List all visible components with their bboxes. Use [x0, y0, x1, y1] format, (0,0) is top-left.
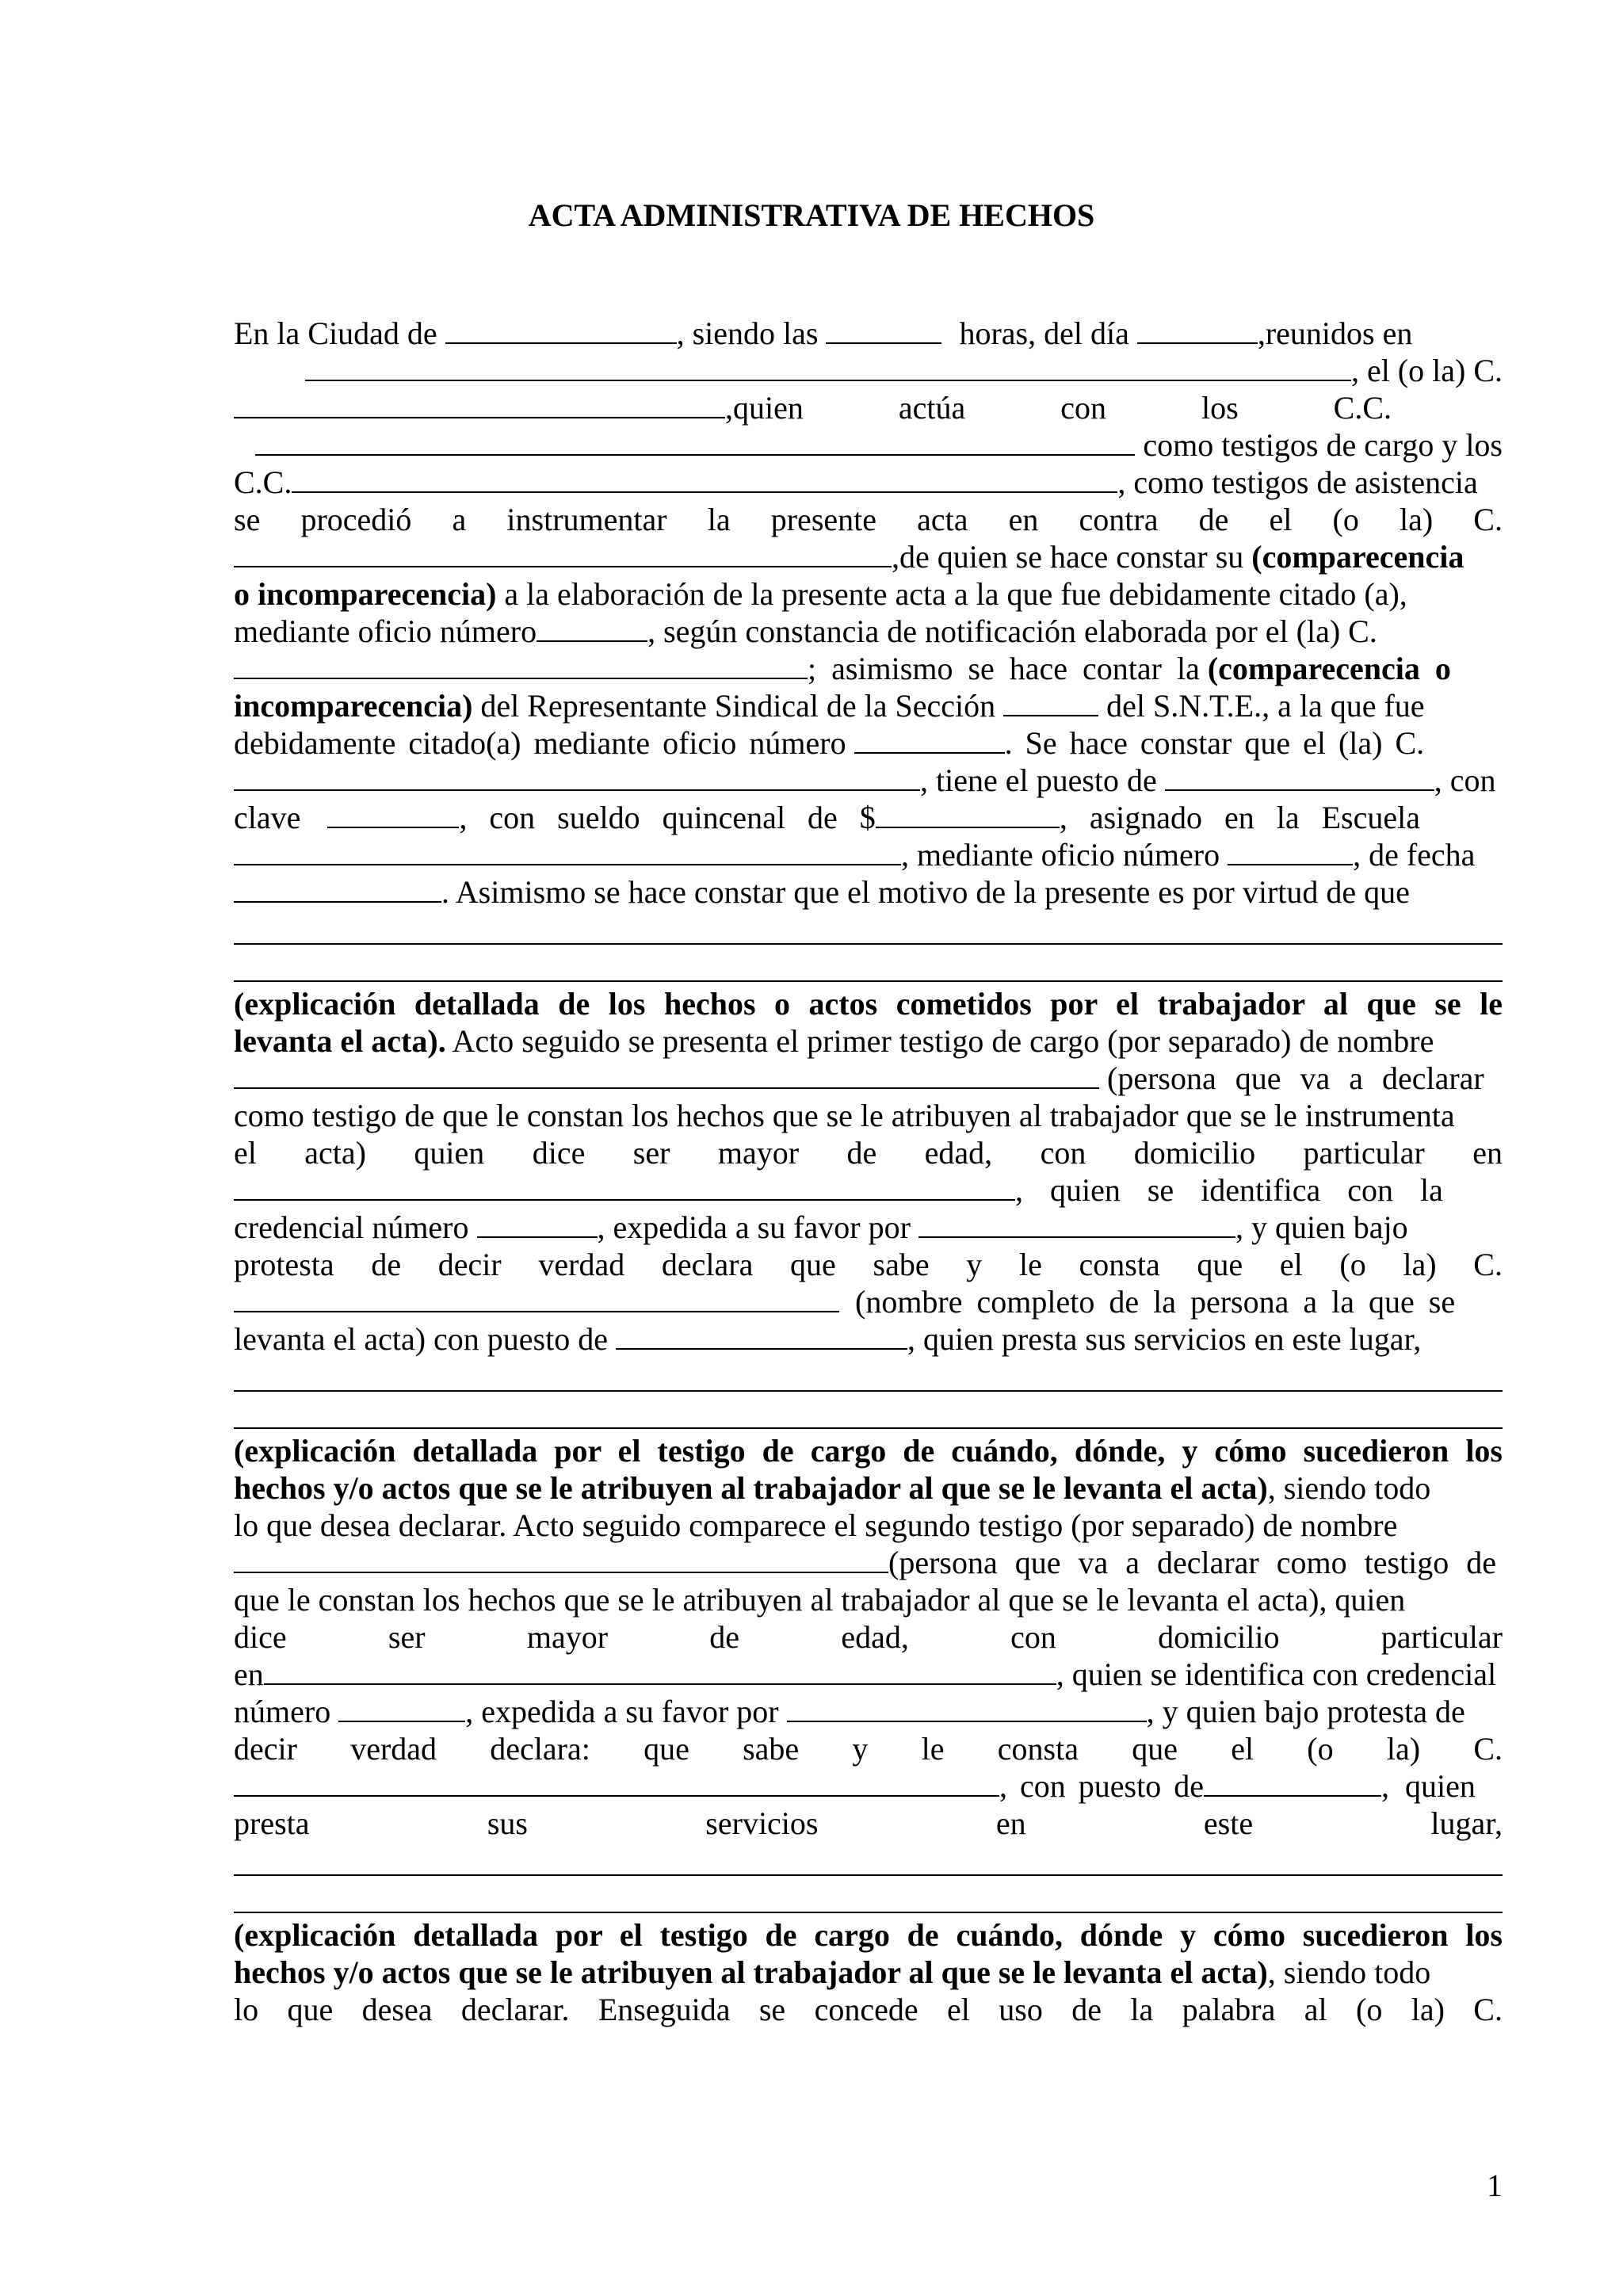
- text: , quien se identifica con la: [1015, 1172, 1443, 1208]
- text: , quien se identifica con credencial: [1056, 1656, 1497, 1692]
- text: ,reunidos en: [1257, 315, 1413, 351]
- text: del Representante Sindical de la Sección: [480, 688, 996, 724]
- text: , quien: [1381, 1768, 1476, 1804]
- text-line: [234, 352, 1503, 389]
- blank-line: [234, 1912, 1503, 1913]
- text: clave: [234, 800, 301, 835]
- blank-field: [1204, 1771, 1381, 1797]
- text-line: [234, 650, 1503, 687]
- blank-field: [234, 1548, 888, 1573]
- text-line: [234, 1954, 1503, 1991]
- text-line: [234, 1432, 1503, 1469]
- text: ,quien actúa con los C.C.: [725, 390, 1392, 426]
- bold-text: (explicación detallada por el testigo de cargo de cuándo, dónde, y cómo sucedieron los: [234, 1433, 1503, 1469]
- blank-line: [234, 1874, 1503, 1876]
- text: , y quien bajo: [1235, 1209, 1408, 1245]
- blank-field: [234, 766, 920, 791]
- text: , según constancia de notificación elaborada por el (la) C.: [647, 613, 1377, 649]
- text-line: [234, 873, 1503, 911]
- bold-text: hechos y/o actos que se le atribuyen al trabajador al que se le levanta el acta): [234, 1470, 1268, 1506]
- text: del S.N.T.E., a la que fue: [1106, 688, 1425, 724]
- blank-field: [616, 1324, 907, 1350]
- text: , expedida a su favor por: [465, 1694, 779, 1729]
- text: credencial número: [234, 1209, 469, 1245]
- text: (nombre completo de la persona a la que se: [855, 1284, 1456, 1320]
- text-line: [234, 1618, 1503, 1656]
- blank-field: [445, 319, 677, 344]
- text-line: [234, 575, 1503, 613]
- text: , con puesto de: [999, 1768, 1204, 1804]
- text-line: [234, 799, 1503, 836]
- blank-field: [234, 1064, 1099, 1089]
- blank-line: [234, 1390, 1503, 1392]
- text: ,de quien se hace constar su: [892, 539, 1244, 575]
- text: el acta) quien dice ser mayor de edad, con domicilio particular en: [234, 1135, 1503, 1171]
- text: En la Ciudad de: [234, 315, 437, 351]
- text-line: [234, 315, 1503, 352]
- blank-field: [854, 728, 1005, 754]
- text-line: [234, 1022, 1503, 1060]
- text-line: [234, 836, 1503, 873]
- bold-text: (comparecencia: [1251, 539, 1465, 575]
- text: lo que desea declarar. Enseguida se concede el uso de la palabra al (o la) C.: [234, 1992, 1503, 2027]
- text: a la elaboración de la presente acta a la que fue debidamente citado (a),: [504, 576, 1407, 612]
- text-line: [234, 1767, 1503, 1805]
- blank-field: [787, 1697, 1147, 1722]
- text: , siendo todo: [1267, 1470, 1431, 1506]
- blank-line: [234, 943, 1503, 945]
- text: (persona que va a declarar como testigo de: [888, 1545, 1497, 1580]
- blank-field: [234, 393, 725, 418]
- text: , tiene el puesto de: [920, 762, 1157, 798]
- bold-text: (comparecencia o: [1207, 651, 1451, 686]
- blank-field: [264, 1660, 1056, 1685]
- text-line: [234, 613, 1503, 650]
- text: protesta de decir verdad declara que sabe y le consta que el (o la) C.: [234, 1247, 1503, 1282]
- bold-text: (explicación detallada de los hechos o actos cometidos por el trabajador al que se le: [234, 986, 1503, 1022]
- text: , de fecha: [1353, 837, 1476, 873]
- blank-field: [234, 877, 441, 903]
- text: , quien presta sus servicios en este lugar,: [907, 1321, 1422, 1357]
- text-line: [234, 1246, 1503, 1283]
- bold-text: levanta el acta).: [234, 1023, 446, 1059]
- text: que le constan los hechos que se le atribuyen al trabajador al que se le levanta el acta), quien: [234, 1582, 1406, 1618]
- text-line: [234, 762, 1503, 799]
- bold-text: hechos y/o actos que se le atribuyen al trabajador al que se le levanta el acta): [234, 1954, 1268, 1990]
- blank-field: [537, 617, 647, 642]
- blank-field: [255, 430, 1135, 456]
- text-line: [234, 1916, 1503, 1954]
- text-line: [234, 985, 1503, 1022]
- text-line: [234, 724, 1503, 762]
- text-line: [234, 1283, 1503, 1320]
- blank-line: [234, 980, 1503, 982]
- text: ; asimismo se hace contar la: [808, 651, 1200, 686]
- text-line: [234, 1097, 1503, 1134]
- text: Acto seguido se presenta el primer testigo de cargo (por separado) de nombre: [452, 1023, 1434, 1059]
- bold-text: o incomparecencia): [234, 576, 497, 612]
- blank-field: [234, 654, 808, 679]
- bold-text: (explicación detallada por el testigo de cargo de cuándo, dónde y cómo sucedieron los: [234, 1917, 1503, 1953]
- blank-field: [876, 803, 1060, 828]
- text-line: [234, 1134, 1503, 1171]
- text: como testigos de cargo y los: [1143, 427, 1503, 463]
- text-line: [234, 1991, 1503, 2028]
- text: como testigo de que le constan los hechos que se le atribuyen al trabajador que se le instrumenta: [234, 1098, 1455, 1133]
- blank-field: [1165, 766, 1434, 791]
- text: dice ser mayor de edad, con domicilio particular: [234, 1619, 1503, 1655]
- blank-field: [234, 542, 892, 567]
- text: se procedió a instrumentar la presente acta en contra de el (o la) C.: [234, 502, 1503, 537]
- text-line: [234, 1507, 1503, 1544]
- text: , siendo todo: [1267, 1954, 1431, 1990]
- text-line: [234, 1060, 1503, 1097]
- document-title: ACTA ADMINISTRATIVA DE HECHOS: [528, 197, 1095, 233]
- text-line: [234, 1656, 1503, 1693]
- text: en: [234, 1656, 264, 1692]
- blank-field: [1137, 319, 1258, 344]
- text: , asignado en la Escuela: [1059, 800, 1420, 835]
- bold-text: incomparecencia): [234, 688, 473, 724]
- blank-field: [292, 468, 1117, 493]
- text-line: [234, 1320, 1503, 1358]
- text-line: [234, 426, 1503, 464]
- text-line: [234, 538, 1503, 575]
- blank-field: [1003, 691, 1098, 716]
- blank-field: [234, 840, 901, 865]
- text: , con sueldo quincenal de $: [459, 800, 876, 835]
- text: número: [234, 1694, 331, 1729]
- text: presta sus servicios en este lugar,: [234, 1805, 1503, 1841]
- text: C.C.: [234, 464, 292, 500]
- text-line: [234, 1581, 1503, 1618]
- text: , como testigos de asistencia: [1117, 464, 1478, 500]
- text: , con: [1434, 762, 1496, 798]
- text: lo que desea declarar. Acto seguido comparece el segundo testigo (por separado) de nombre: [234, 1507, 1398, 1543]
- text-line: [234, 464, 1503, 501]
- blank-field: [327, 803, 459, 828]
- text: . Asimismo se hace constar que el motivo de la presente es por virtud de que: [441, 874, 1410, 910]
- blank-field: [826, 319, 941, 344]
- text-line: [234, 1730, 1503, 1767]
- blank-field: [1228, 840, 1353, 865]
- text-line: [234, 687, 1503, 724]
- blank-field: [234, 1287, 839, 1312]
- text-line: [234, 1469, 1503, 1507]
- blank-field: [305, 356, 1351, 381]
- text: , y quien bajo protesta de: [1146, 1694, 1465, 1729]
- blank-field: [234, 1175, 1015, 1201]
- text-line: [234, 1171, 1503, 1209]
- blank-field: [918, 1213, 1235, 1238]
- blank-field: [338, 1697, 465, 1722]
- text-line: [234, 1805, 1503, 1842]
- blank-line: [234, 1427, 1503, 1429]
- text: decir verdad declara: que sabe y le consta que el (o la) C.: [234, 1731, 1503, 1767]
- page-number: 1: [1487, 2168, 1503, 2203]
- text: , el (o la) C.: [1350, 353, 1503, 388]
- text: debidamente citado(a) mediante oficio número: [234, 725, 846, 761]
- text: , mediante oficio número: [901, 837, 1220, 873]
- text: . Se hace constar que el (la) C.: [1004, 725, 1425, 761]
- text: levanta el acta) con puesto de: [234, 1321, 608, 1357]
- text-line: [234, 1544, 1503, 1581]
- text: horas, del día: [959, 315, 1129, 351]
- blank-field: [234, 1771, 999, 1797]
- text: , siendo las: [676, 315, 819, 351]
- text: , expedida a su favor por: [597, 1209, 911, 1245]
- text-line: [234, 501, 1503, 538]
- text: (persona que va a declarar: [1107, 1060, 1484, 1096]
- text: mediante oficio número: [234, 613, 537, 649]
- text-line: [234, 1209, 1503, 1246]
- text-line: [234, 389, 1503, 426]
- blank-field: [477, 1213, 598, 1238]
- text-line: [234, 1693, 1503, 1730]
